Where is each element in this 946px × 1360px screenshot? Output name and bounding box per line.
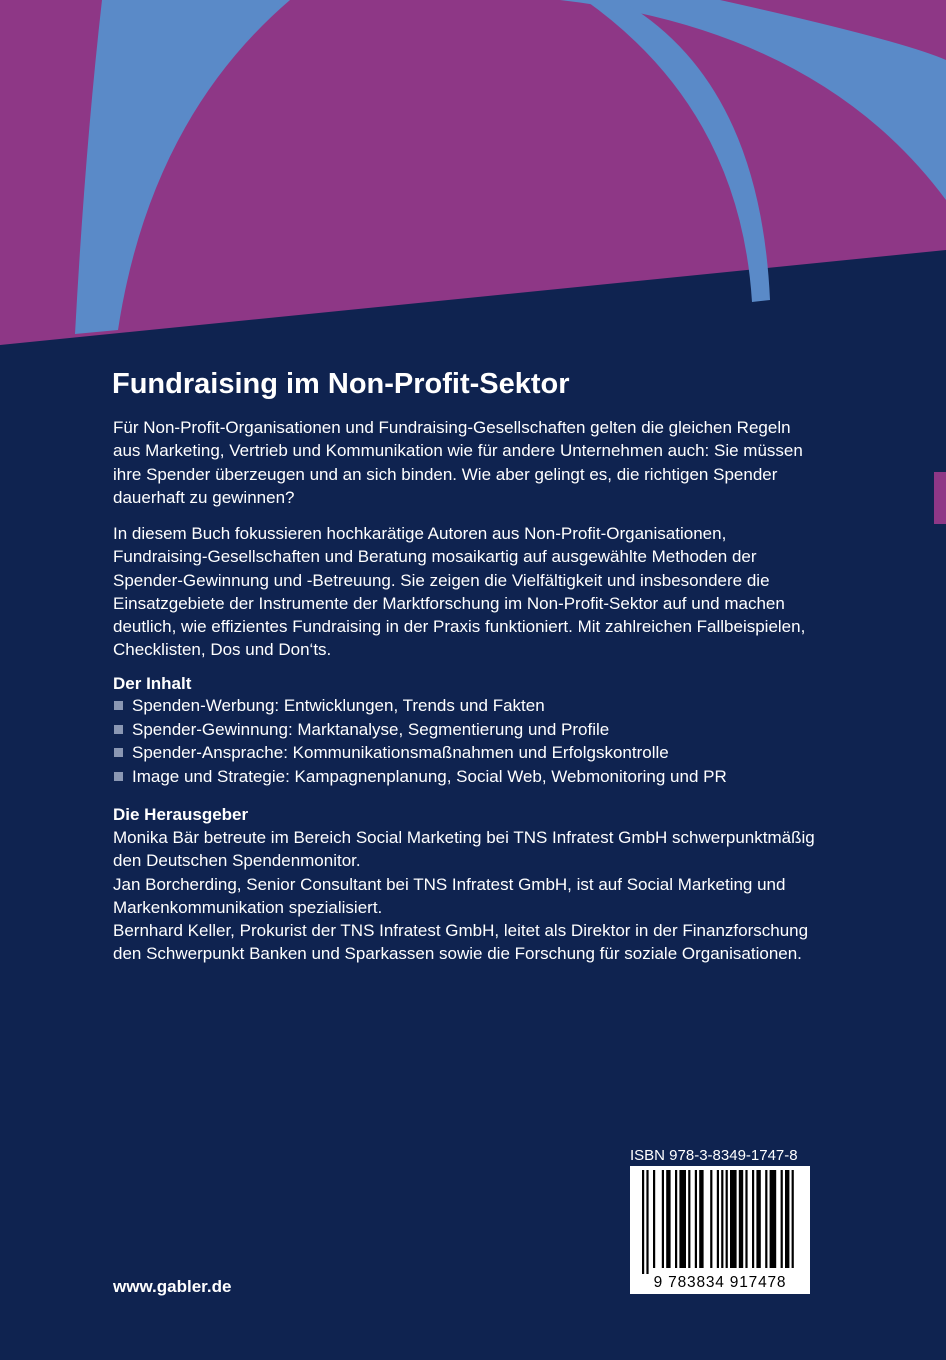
barcode-bar (792, 1170, 794, 1268)
barcode-bar (730, 1170, 737, 1268)
barcode-bar (675, 1170, 677, 1268)
contents-heading: Der Inhalt (113, 674, 192, 693)
intro-paragraph: Für Non-Profit-Organisationen und Fundraising-Gesellschaften gelten die gleichen Regeln aus Marketing, Vertrieb und Kommunikation wie für andere Unternehmen auch: Sie müssen ihre Spender überzeugen und an sich binden. Wie aber gelingt es, die richtigen Spender dauerhaft zu gewinnen? (113, 418, 803, 507)
barcode-bar (679, 1170, 686, 1268)
barcode-bar (642, 1170, 644, 1274)
description-paragraph: In diesem Buch fokussieren hochkarätige Autoren aus Non-Profit-Organisationen, Fundraising-Gesellschaften und Beratung mosaikartig auf ausgewählte Methoden der Spender-Gewinnung und -Betreuung. Sie zeigen die Vielfältigkeit und insbesondere die Einsatzgebiete der Instrumente der Marktforschung im Non-Profit-Sektor auf und machen deutlich, wie effizientes Fundraising in der Praxis funktioniert. Mit zahlreichen Fallbeispielen, Checklisten, Dos und Don‘ts. (113, 524, 806, 660)
barcode-digits: 9 783834 917478 (653, 1274, 787, 1291)
list-item-text: Spenden-Werbung: Entwicklungen, Trends und Fakten (132, 696, 545, 715)
barcode-bar (653, 1170, 655, 1268)
publisher-url[interactable]: www.gabler.de (113, 1277, 232, 1296)
list-item-text: Spender-Gewinnung: Marktanalyse, Segmentierung und Profile (132, 719, 610, 739)
list-item (113, 741, 833, 765)
square-bullet-icon (114, 748, 123, 757)
book-title: Fundraising im Non-Profit-Sektor (112, 368, 570, 400)
contents-list (113, 694, 833, 789)
barcode-bar (756, 1170, 760, 1268)
editor-bio: Jan Borcherding, Senior Consultant bei TNS Infratest GmbH, ist auf Social Marketing und Markenkommunikation spezialisiert. (113, 874, 786, 917)
barcode-bar (770, 1170, 777, 1268)
square-bullet-icon (114, 725, 123, 734)
barcode-bar (752, 1170, 754, 1268)
isbn-label: ISBN 978-3-8349-1747-8 (630, 1147, 798, 1164)
list-item-text: Image und Strategie: Kampagnenplanung, Social Web, Webmonitoring und PR (132, 767, 727, 787)
barcode-bar (699, 1170, 703, 1268)
barcode-bar (721, 1170, 723, 1268)
list-item (113, 694, 833, 718)
editor-bio: Monika Bär betreute im Bereich Social Marketing bei TNS Infratest GmbH schwerpunktmäßig den Deutschen Spendenmonitor. (113, 828, 815, 871)
side-tab (934, 472, 946, 524)
barcode-bar (781, 1170, 783, 1268)
list-item-text: Spender-Ansprache: Kommunikationsmaßnahmen und Erfolgskontrolle (132, 743, 669, 763)
barcode-bar (765, 1170, 767, 1268)
barcode-bar (717, 1170, 719, 1268)
barcode-bar (745, 1170, 747, 1268)
barcode-bar (726, 1170, 728, 1268)
barcode (630, 1166, 810, 1294)
barcode-bar (662, 1170, 664, 1268)
square-bullet-icon (114, 772, 123, 781)
barcode-bar (646, 1170, 648, 1274)
list-item (113, 718, 833, 742)
decorative-header-graphic (0, 0, 946, 360)
square-bullet-icon (114, 701, 123, 710)
barcode-bar (666, 1170, 670, 1268)
barcode-bar (739, 1170, 743, 1268)
barcode-bar (785, 1170, 789, 1268)
barcode-bar (695, 1170, 697, 1268)
editors-bios (113, 826, 818, 966)
list-item (113, 765, 833, 789)
barcode-bar (710, 1170, 712, 1268)
barcode-bar (688, 1170, 690, 1268)
editor-bio: Bernhard Keller, Prokurist der TNS Infratest GmbH, leitet als Direktor in der Finanzforschung den Schwerpunkt Banken und Sparkassen sowie die Forschung für soziale Organisationen. (113, 921, 809, 964)
editors-heading: Die Herausgeber (113, 805, 249, 824)
